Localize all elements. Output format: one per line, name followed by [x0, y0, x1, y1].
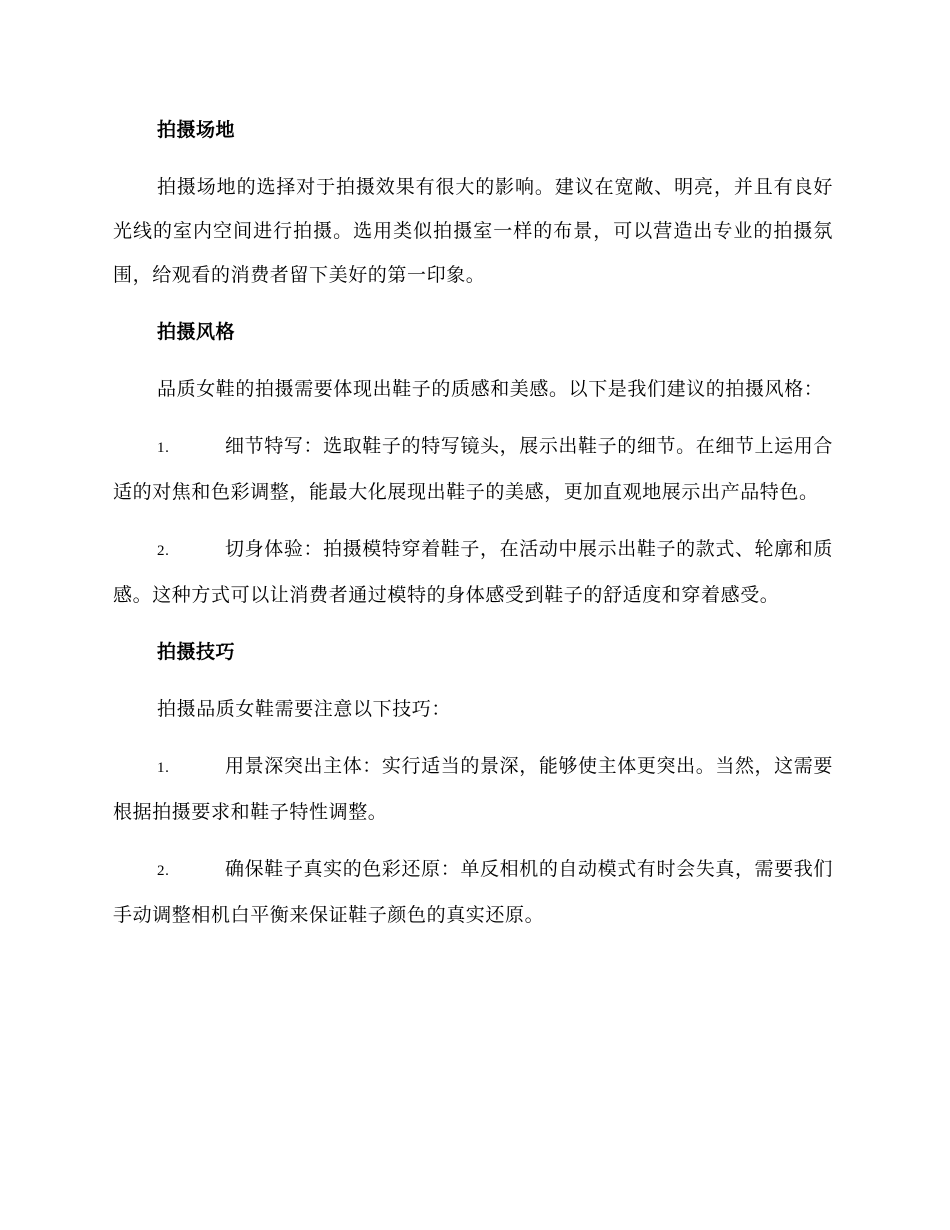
list-item — [113, 424, 833, 514]
section-paragraph-style: 品质女鞋的拍摄需要体现出鞋子的质感和美感。以下是我们建议的拍摄风格： — [157, 378, 824, 400]
list-item-number: 1. — [157, 760, 170, 776]
list-item-number: 2. — [157, 863, 170, 879]
section-heading-techniques: 拍摄技巧 — [157, 641, 236, 663]
list-item-number: 1. — [157, 440, 170, 456]
list-item-text: 切身体验：拍摄模特穿着鞋子，在活动中展示出鞋子的款式、轮廓和质感。这种方式可以让消费者通过模特的身体感受到鞋子的舒适度和穿着感受。 — [113, 538, 833, 606]
list-item — [113, 847, 833, 937]
list-item-number: 2. — [157, 543, 170, 559]
section-heading-venue: 拍摄场地 — [157, 119, 236, 141]
list-item-text: 用景深突出主体：实行适当的景深，能够使主体更突出。当然，这需要根据拍摄要求和鞋子特性调整。 — [113, 755, 833, 823]
section-paragraph-venue: 拍摄场地的选择对于拍摄效果有很大的影响。建议在宽敞、明亮，并且有良好光线的室内空间进行拍摄。选用类似拍摄室一样的布景，可以营造出专业的拍摄氛围，给观看的消费者留下美好的第一印象。 — [113, 176, 833, 286]
list-item-text: 确保鞋子真实的色彩还原：单反相机的自动模式有时会失真，需要我们手动调整相机白平衡来保证鞋子颜色的真实还原。 — [113, 858, 833, 926]
document-page — [113, 108, 833, 950]
list-item — [113, 744, 833, 834]
list-item-text: 细节特写：选取鞋子的特写镜头，展示出鞋子的细节。在细节上运用合适的对焦和色彩调整，能最大化展现出鞋子的美感，更加直观地展示出产品特色。 — [113, 435, 833, 503]
section-heading-style: 拍摄风格 — [157, 321, 236, 343]
section-paragraph-techniques: 拍摄品质女鞋需要注意以下技巧： — [157, 698, 452, 720]
list-item — [113, 527, 833, 617]
